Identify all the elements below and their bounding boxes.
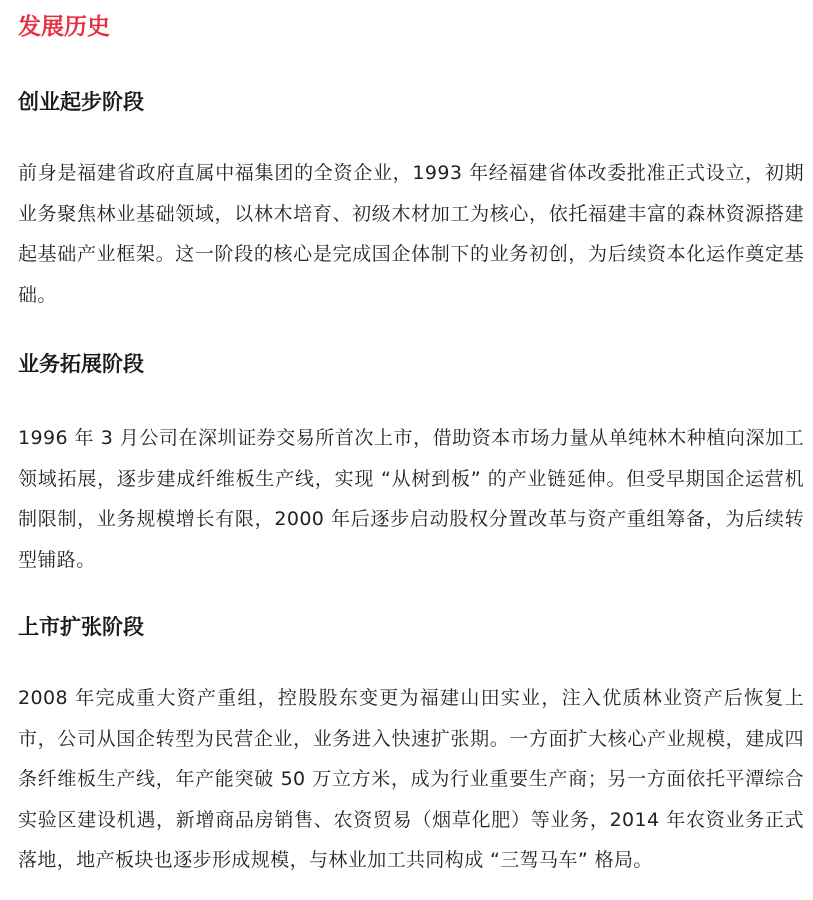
section-body-expansion: 1996 年 3 月公司在深圳证券交易所首次上市，借助资本市场力量从单纯林木种植向深加工领域拓展，逐步建成纤维板生产线，实现 “从树到板” 的产业链延伸。但受早期国企运营机制限制，业务规模增长有限，2000 年后逐步启动股权分置改革与资产重组筹备，为后续转型铺路。 [18,427,804,571]
section-heading-expansion: 业务拓展阶段 [18,352,144,376]
section-heading-listing: 上市扩张阶段 [18,615,144,639]
section-body-listing: 2008 年完成重大资产重组，控股股东变更为福建山田实业，注入优质林业资产后恢复上市，公司从国企转型为民营企业，业务进入快速扩张期。一方面扩大核心产业规模，建成四条纤维板生产线，年产能突破 50 万立方米，成为行业重要生产商；另一方面依托平潭综合实验区建设机遇，新增商品房销售、农资贸易（烟草化肥）等业务，2014 年农资业务正式落地，地产板块也逐步形成规模，与林业加工共同构成 “三驾马车” 格局。 [18,687,804,871]
section-heading-startup: 创业起步阶段 [18,90,144,114]
section-body-startup: 前身是福建省政府直属中福集团的全资企业，1993 年经福建省体改委批准正式设立，初期业务聚焦林业基础领域，以林木培育、初级木材加工为核心，依托福建丰富的森林资源搭建起基础产业框架。这一阶段的核心是完成国企体制下的业务初创，为后续资本化运作奠定基础。 [18,162,804,306]
page-title: 发展历史 [18,14,110,40]
